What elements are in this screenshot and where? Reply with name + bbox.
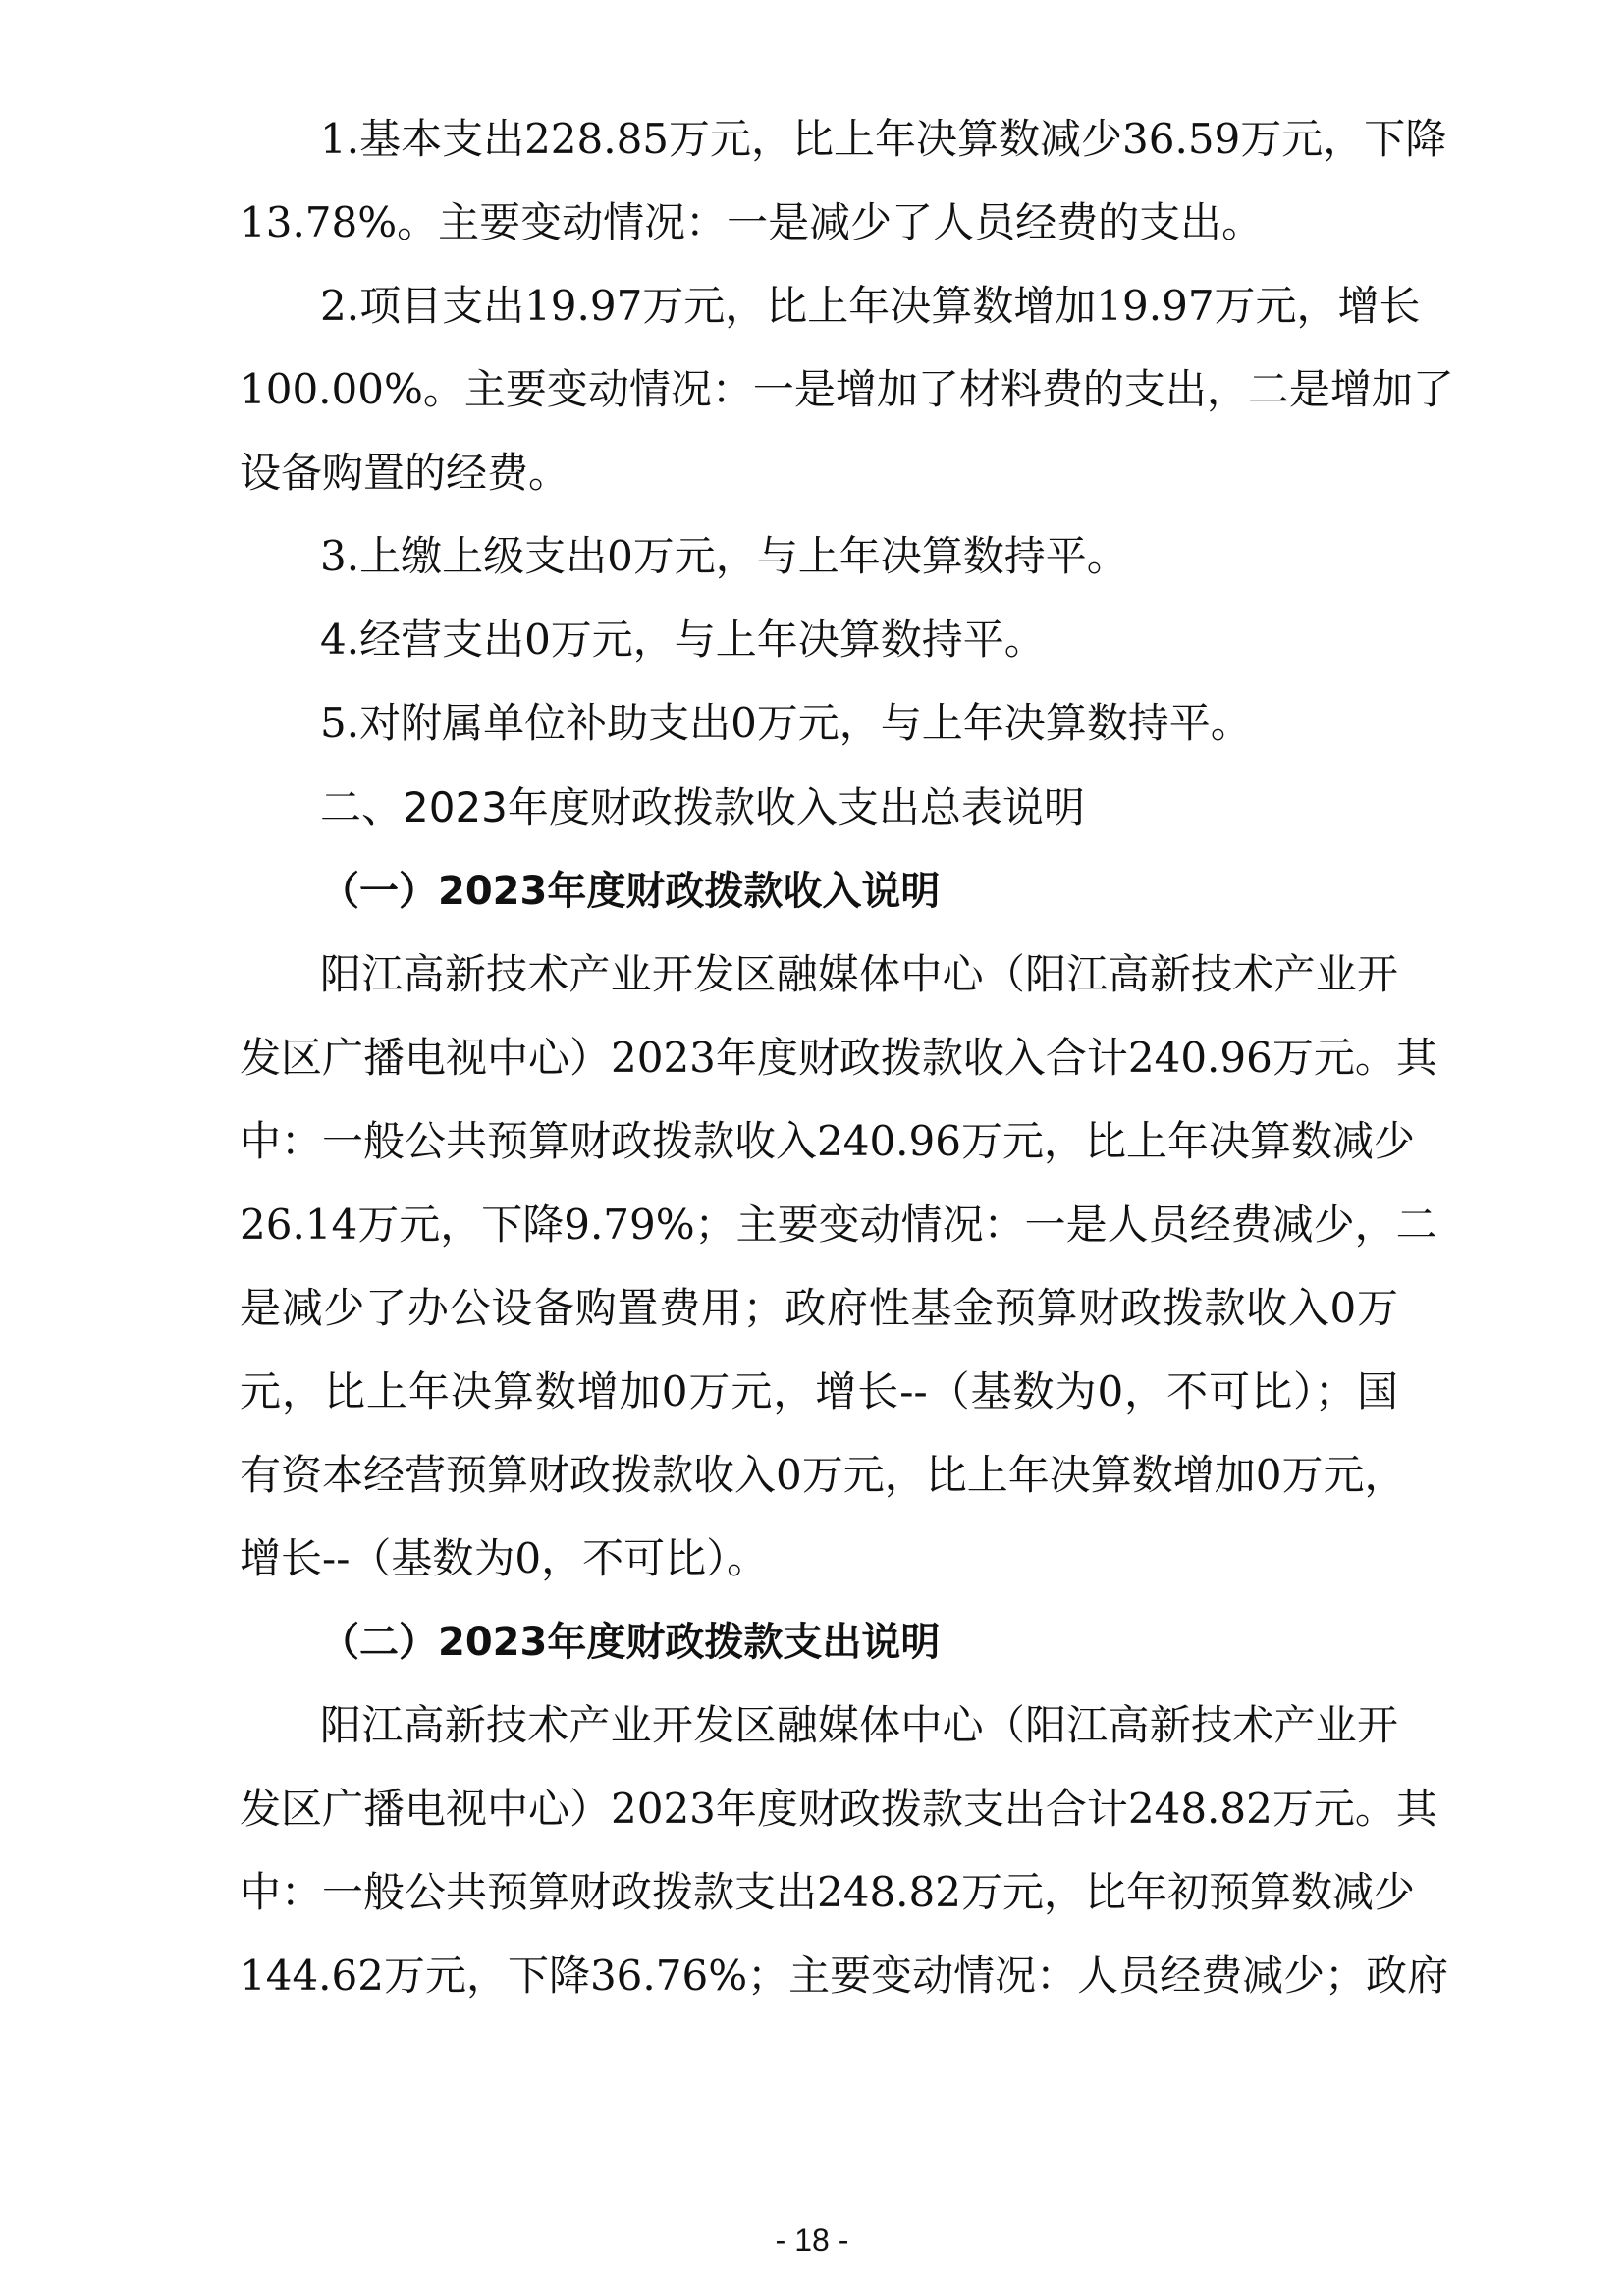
- subsection-heading: （一）2023年度财政拨款收入说明: [320, 869, 941, 914]
- paragraph-line: 元，比上年决算数增加0万元，增长--（基数为0，不可比）；国: [240, 1367, 1398, 1415]
- paragraph-line: 是减少了办公设备购置费用；政府性基金预算财政拨款收入0万: [240, 1284, 1398, 1332]
- paragraph-line: 1.基本支出228.85万元，比上年决算数减少36.59万元，下降: [320, 115, 1447, 163]
- paragraph-line: 中：一般公共预算财政拨款支出248.82万元，比年初预算数减少: [240, 1868, 1415, 1916]
- paragraph-line: 设备购置的经费。: [240, 449, 570, 497]
- paragraph-line: 发区广播电视中心）2023年度财政拨款收入合计240.96万元。其: [240, 1034, 1437, 1082]
- paragraph-line: 阳江高新技术产业开发区融媒体中心（阳江高新技术产业开: [320, 950, 1398, 998]
- paragraph-line: 3.上缴上级支出0万元，与上年决算数持平。: [320, 532, 1128, 580]
- paragraph-line: 13.78%。主要变动情况：一是减少了人员经费的支出。: [240, 198, 1264, 246]
- section-heading: 二、2023年度财政拨款收入支出总表说明: [320, 783, 1085, 831]
- paragraph-line: 144.62万元，下降36.76%；主要变动情况：人员经费减少；政府: [240, 1951, 1449, 2000]
- subsection-heading: （二）2023年度财政拨款支出说明: [320, 1620, 941, 1665]
- paragraph-line: 中：一般公共预算财政拨款收入240.96万元，比上年决算数减少: [240, 1117, 1415, 1165]
- paragraph-line: 增长--（基数为0，不可比）。: [240, 1534, 769, 1582]
- paragraph-line: 4.经营支出0万元，与上年决算数持平。: [320, 615, 1046, 664]
- paragraph-line: 5.对附属单位补助支出0万元，与上年决算数持平。: [320, 699, 1252, 747]
- paragraph-line: 阳江高新技术产业开发区融媒体中心（阳江高新技术产业开: [320, 1701, 1398, 1749]
- paragraph-line: 有资本经营预算财政拨款收入0万元，比上年决算数增加0万元，: [240, 1451, 1406, 1499]
- paragraph-line: 发区广播电视中心）2023年度财政拨款支出合计248.82万元。其: [240, 1785, 1437, 1833]
- page-number: - 18 -: [775, 2222, 849, 2258]
- paragraph-line: 100.00%。主要变动情况：一是增加了材料费的支出，二是增加了: [240, 365, 1454, 413]
- paragraph-line: 2.项目支出19.97万元，比上年决算数增加19.97万元，增长: [320, 282, 1421, 330]
- paragraph-line: 26.14万元，下降9.79%；主要变动情况：一是人员经费减少，二: [240, 1201, 1437, 1249]
